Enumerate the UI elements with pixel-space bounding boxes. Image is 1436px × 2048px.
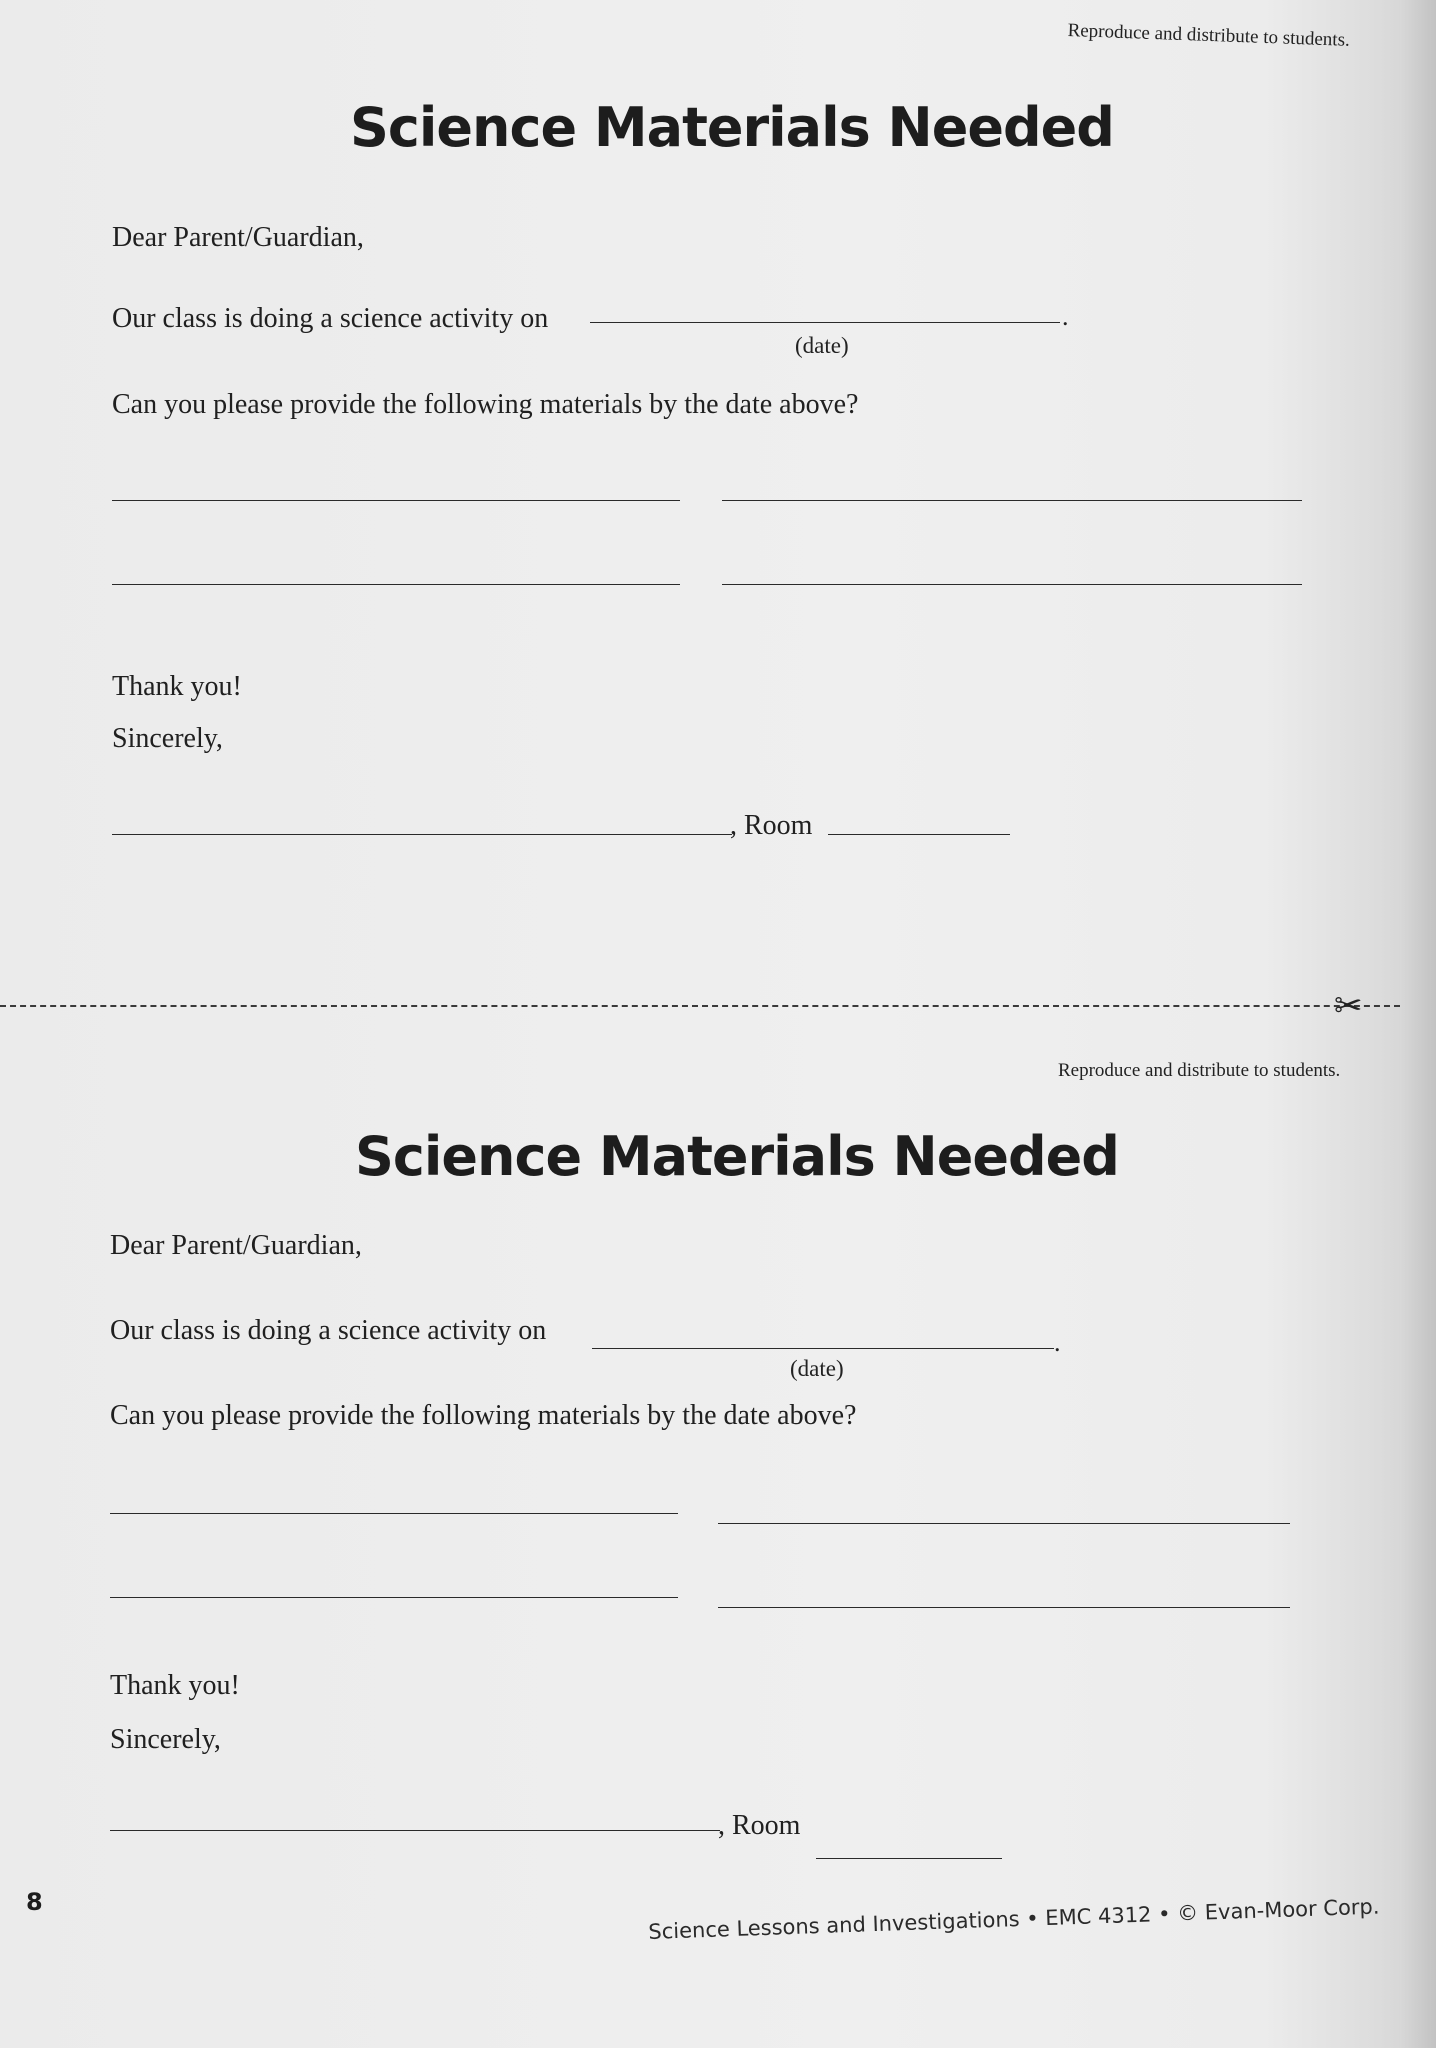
greeting: Dear Parent/Guardian,: [110, 1230, 362, 1261]
date-label: (date): [795, 333, 849, 358]
date-period: .: [1062, 302, 1069, 331]
page-number: 8: [26, 1888, 43, 1916]
request-sentence: Can you please provide the following materials by the date above?: [112, 389, 859, 420]
scissors-icon: ✂: [1334, 986, 1363, 1026]
activity-sentence: Our class is doing a science activity on: [110, 1315, 547, 1346]
material-blank-4[interactable]: [722, 584, 1302, 585]
material-blank-2[interactable]: [722, 500, 1302, 501]
footer-credit: Science Lessons and Investigations • EMC 4312 • © Evan-Moor Corp.: [648, 1894, 1380, 1944]
form-top: [0, 0, 1436, 1000]
signature-blank[interactable]: [112, 834, 732, 835]
greeting: Dear Parent/Guardian,: [112, 222, 364, 253]
room-blank[interactable]: [828, 834, 1010, 835]
date-label: (date): [790, 1356, 844, 1381]
date-period: .: [1054, 1328, 1061, 1357]
reproduce-note: Reproduce and distribute to students.: [1067, 20, 1351, 51]
date-blank[interactable]: [590, 322, 1060, 323]
date-blank[interactable]: [592, 1348, 1054, 1349]
thanks-text: Thank you!: [110, 1670, 240, 1701]
closing-text: Sincerely,: [110, 1724, 221, 1755]
activity-sentence: Our class is doing a science activity on: [112, 303, 549, 334]
reproduce-note: Reproduce and distribute to students.: [1058, 1060, 1341, 1081]
material-blank-1[interactable]: [112, 500, 680, 501]
material-blank-3[interactable]: [110, 1597, 678, 1598]
request-sentence: Can you please provide the following materials by the date above?: [110, 1400, 857, 1431]
closing-text: Sincerely,: [112, 723, 223, 754]
signature-blank[interactable]: [110, 1830, 720, 1831]
form-title: Science Materials Needed: [350, 96, 1114, 159]
material-blank-1[interactable]: [110, 1513, 678, 1514]
material-blank-3[interactable]: [112, 584, 680, 585]
room-label: , Room: [730, 810, 813, 841]
form-title: Science Materials Needed: [355, 1125, 1119, 1188]
room-label: , Room: [718, 1810, 801, 1841]
material-blank-2[interactable]: [718, 1523, 1290, 1524]
thanks-text: Thank you!: [112, 671, 242, 702]
form-bottom: [0, 1010, 1436, 1930]
material-blank-4[interactable]: [718, 1607, 1290, 1608]
room-blank[interactable]: [816, 1858, 1002, 1859]
cut-line: [0, 1005, 1400, 1007]
